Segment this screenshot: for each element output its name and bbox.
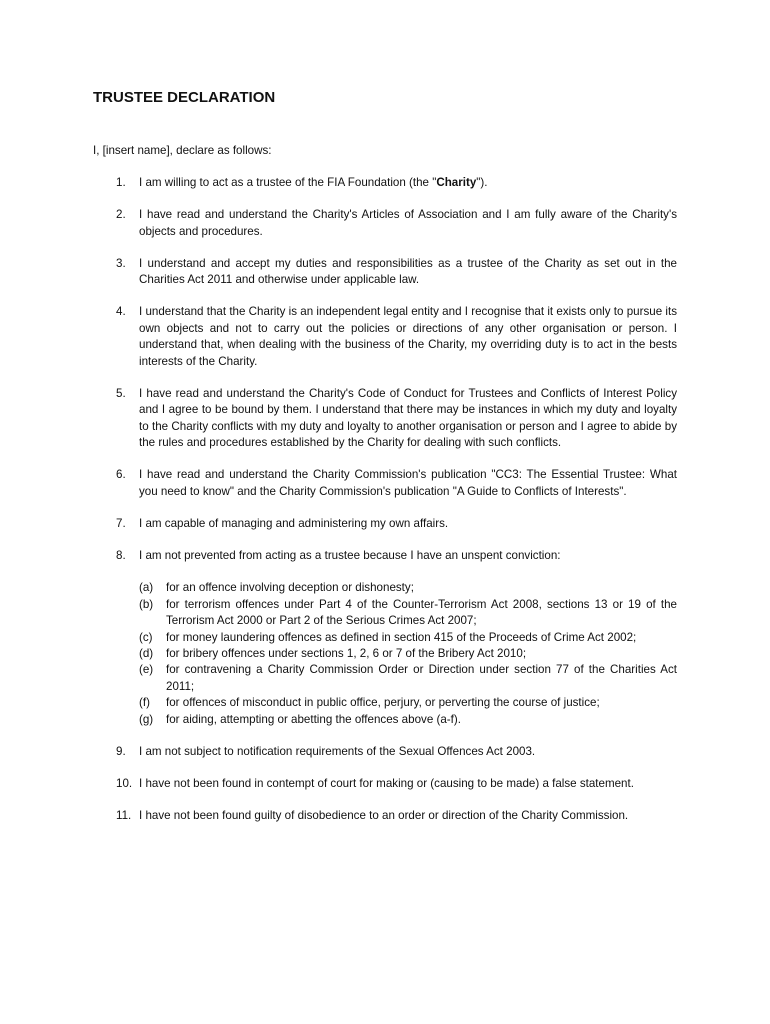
declaration-item-8: [93, 548, 677, 728]
conviction-sub-list: [139, 580, 677, 728]
item-text: I have read and understand the Charity's Articles of Association and I am fully aware of the Charity's objects and procedures.: [139, 208, 677, 238]
item-text: I have not been found in contempt of court for making or (causing to be made) a false statement.: [139, 776, 634, 790]
declaration-item-2: [93, 207, 677, 240]
item-text: I understand and accept my duties and responsibilities as a trustee of the Charity as set out in the Charities Act 2011 and otherwise under applicable law.: [139, 256, 677, 287]
sub-item-letter: (f): [139, 696, 150, 710]
declaration-item-6: [93, 467, 677, 500]
item-number: 11.: [116, 809, 132, 823]
item-number: 1.: [116, 176, 126, 189]
item-text: I am capable of managing and administering my own affairs.: [139, 516, 449, 530]
item-text: I have read and understand the Charity's Code of Conduct for Trustees and Conflicts of Interest Policy and I agree to be bound by them. I understand that there may be instances in which my duty and loyalty to the Charity conflicts with my duty and loyalty to another organisation or person and I agree to abide by the rules and procedures established by the Charity for dealing with such conflicts.: [139, 386, 677, 450]
sub-item-text: for contravening a Charity Commission Order or Direction under section 77 of the Charities Act 2011;: [166, 663, 677, 693]
declaration-list: [93, 175, 677, 840]
sub-item-text: for bribery offences under sections 1, 2, 6 or 7 of the Bribery Act 2010;: [166, 646, 527, 660]
declaration-item-11: [93, 808, 677, 824]
sub-item-letter: (c): [139, 630, 153, 644]
sub-item-letter: (d): [139, 646, 154, 660]
sub-item: [139, 662, 677, 695]
item-number: 3.: [116, 256, 126, 270]
sub-item-letter: (a): [139, 581, 154, 595]
sub-item-letter: (g): [139, 712, 154, 726]
declaration-item-5: [93, 386, 677, 452]
item-number: 10.: [116, 776, 133, 790]
declaration-item-1: [93, 175, 677, 191]
declaration-item-10: [93, 776, 677, 792]
item-number: 9.: [116, 744, 126, 758]
item-text: I am not subject to notification requirements of the Sexual Offences Act 2003.: [139, 744, 536, 758]
item-text: [139, 176, 488, 189]
declaration-item-4: [93, 304, 677, 370]
sub-item: [139, 597, 677, 630]
item-number: 6.: [116, 468, 126, 482]
declaration-item-9: [93, 744, 677, 760]
sub-item: [139, 712, 677, 728]
item-number: 5.: [116, 386, 126, 400]
sub-item-text: for money laundering offences as defined in section 415 of the Proceeds of Crime Act 2002;: [166, 630, 637, 644]
declaration-item-7: [93, 516, 677, 532]
sub-item-text: for aiding, attempting or abetting the offences above (a-f).: [166, 712, 461, 726]
item-text: I have read and understand the Charity Commission's publication "CC3: The Essential Trustee: What you need to know" and the Charity Commission's publication "A Guide to Conflicts of Interests".: [139, 468, 677, 498]
sub-item: [139, 580, 677, 596]
item-number: 4.: [116, 305, 126, 319]
declaration-intro: I, [insert name], declare as follows:: [93, 144, 272, 157]
item-number: 8.: [116, 549, 126, 563]
sub-item-text: for terrorism offences under Part 4 of the Counter-Terrorism Act 2008, sections 13 or 19 of the Terrorism Act 2000 or Part 2 of the Serious Crimes Act 2007;: [166, 597, 677, 628]
sub-item-text: for offences of misconduct in public office, perjury, or perverting the course of justice;: [166, 696, 600, 710]
item-number: 2.: [116, 208, 126, 222]
item-text: I have not been found guilty of disobedience to an order or direction of the Charity Commission.: [139, 809, 629, 823]
item-text: I am not prevented from acting as a trustee because I have an unspent conviction:: [139, 549, 561, 563]
item-number: 7.: [116, 516, 126, 530]
document-title: TRUSTEE DECLARATION: [93, 89, 276, 106]
item-text-before: I am willing to act as a trustee of the FIA Foundation (the ": [139, 176, 437, 189]
sub-item-letter: (b): [139, 597, 154, 611]
item-text: I understand that the Charity is an independent legal entity and I recognise that it exists only to pursue its own objects and not to carry out the policies or directions of any other organisation or person. I understand that, when dealing with the business of the Charity, my overriding duty is to act in the bests interests of the Charity.: [139, 305, 677, 368]
charity-defined-term: Charity: [436, 176, 477, 189]
sub-item-letter: (e): [139, 663, 154, 677]
sub-item: [139, 630, 677, 646]
declaration-item-3: [93, 256, 677, 289]
sub-item: [139, 646, 677, 662]
item-text-after: ").: [476, 176, 488, 189]
sub-item: [139, 695, 677, 711]
sub-item-text: for an offence involving deception or dishonesty;: [166, 581, 414, 595]
